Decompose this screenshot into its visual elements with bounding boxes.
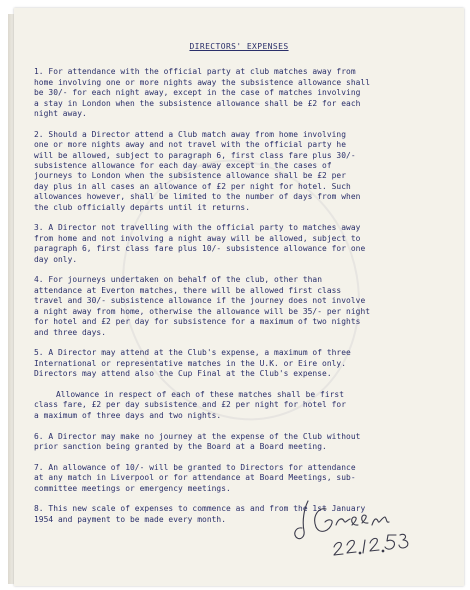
paragraph-5: 5. A Director may attend at the Club's expense, a maximum of three International or representative matches in the U.K. or Eire only. Directors may attend also the Cup Final at the Club's expense. bbox=[34, 348, 351, 379]
paragraph-4: 4. For journeys undertaken on behalf of the club, other than attendance at Everton matches, there will be allowed first class travel and 30/- subsistence allowance if the journey does not involve a night away from home, otherwise the allowance will be 35/- per night for hotel and £2 per day for subsistence for a maximum of two nights and three days. bbox=[34, 275, 371, 337]
handwritten-signature bbox=[290, 495, 430, 565]
paragraph-8: 8. This new scale of expenses to commence as and from the 1st January 1954 and payment to be made every month. bbox=[34, 504, 366, 524]
paragraph-5-allowance: Allowance in respect of each of these matches shall be first class fare, £2 per day subsistence and £2 per night for hotel for a maximum of three days and two nights. bbox=[34, 389, 347, 420]
paragraph-2: 2. Should a Director attend a Club match away from home involving one or more nights away and not travel with the official party he will be allowed, subject to paragraph 6, first class fare plus 30/- subsistence allowance for each day away except in the cases of journeys to London when the subsistence allowance shall be £2 per day plus in all cases an allowance of £2 per night for hotel. Such allowances however, shall be limited to the number of days from when the club officially departs until it returns. bbox=[34, 129, 361, 212]
document-title: DIRECTORS' EXPENSES bbox=[189, 42, 289, 51]
document-body bbox=[34, 42, 444, 536]
paragraph-3: 3. A Director not travelling with the official party to matches away from home and not involving a night away will be allowed, subject to paragraph 6, first class fare plus 10/- subsistence allowance for one day only. bbox=[34, 223, 366, 264]
paragraph-1: 1. For attendance with the official party at club matches away from home involving one or more nights away the subsistence allowance shall be 30/- for each night away, except in the case of matches involving a stay in London when the subsistence allowance shall be £2 for each night away. bbox=[34, 67, 371, 119]
paragraph-7: 7. An allowance of 10/- will be granted to Directors for attendance at any match in Liverpool or for attendance at Board Meetings, sub- committee meetings or emergency meetings. bbox=[34, 462, 356, 493]
paragraph-6: 6. A Director may make no journey at the expense of the Club without prior sanction being granted by the Board at a Board meeting. bbox=[34, 431, 361, 451]
signature-graphic bbox=[290, 495, 430, 565]
